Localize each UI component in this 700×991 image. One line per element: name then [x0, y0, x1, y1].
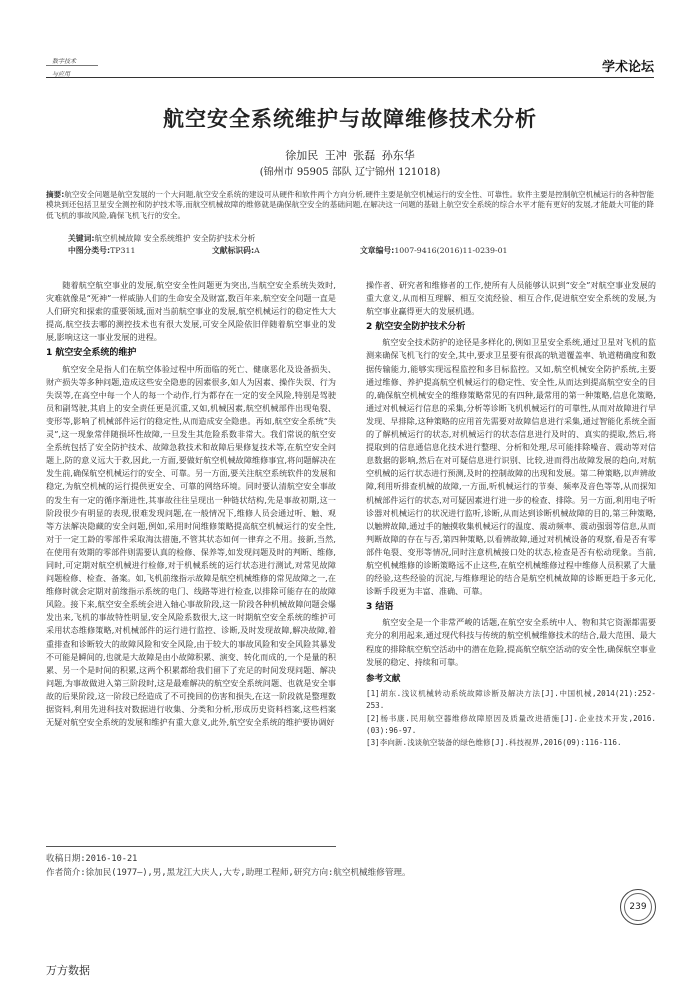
section-heading-1: 1 航空安全系统的维护: [46, 348, 137, 359]
reference-item: [1]胡东.浅议机械转动系统故障诊断及解决方法[J].中国机械,2014(21):252-253.: [366, 688, 656, 711]
left-column: [46, 279, 336, 729]
keywords-text: 航空机械故障 安全系统维护 安全防护技术分析: [94, 234, 256, 243]
doc-label: 文献标识码:: [212, 246, 255, 255]
section-heading-2: 2 航空安全防护技术分析: [366, 322, 466, 333]
intro-paragraph: 随着航空航空事业的发展,航空安全性问题更为突出,当航空安全系统失效时,灾难就像是“死神”一样威胁人们的生命安全及财富,数百年来,航空安全问题一直是人们研究和探索的重要领域,面对当前航空事业的发展,航空机械运行的稳定性大大提高,航空技去哪的测控技术也有很大发展,可安全风险依旧伴随着航空事业的发展,影响这这一事业发展的进程。: [46, 280, 336, 343]
affiliation: (锦州市 95905 部队 辽宁锦州 121018): [259, 167, 441, 178]
keywords-label: 关键词:: [68, 234, 95, 243]
references-heading: 参考文献: [366, 673, 401, 684]
doc-value: A: [254, 246, 260, 255]
clc-code: [68, 245, 135, 256]
journal-name-line1: 数字技术: [52, 58, 77, 65]
reference-item: [3]李向新.浅谈航空装备的绿色维修[J].科技视界,2016(09):116-116.: [366, 738, 622, 748]
abstract: [46, 190, 654, 221]
database-watermark: 万方数据: [46, 964, 90, 977]
header-rule: [46, 77, 654, 78]
clc-value: TP311: [110, 246, 136, 255]
keywords: [68, 233, 255, 244]
footnote-rule: [46, 846, 336, 847]
paper-title: 航空安全系统维护与故障维修技术分析: [163, 107, 537, 131]
author-bio: 作者简介:徐加民(1977—),男,黑龙江大庆人,大专,助理工程师,研究方向:航空机械维修管理。: [46, 868, 411, 878]
article-id: [360, 245, 508, 256]
conclusion-paragraph: 航空安全是一个非常严峻的话题,在航空安全系统中人、物和其它资源都需要充分的利用起来,通过现代科技与传统的航空机械维修技术的结合,最大范围、最大程度的排除航空航空活动中的潜在危险,提高航空航空活动的安全性,确保航空事业发展的稳定、持续和可靠。: [366, 617, 656, 667]
section-1-paragraph: 航空安全是指人们在航空体验过程中所面临的死亡、健康恶化及设备损失、财产损失等多种问题,造成这些安全隐患的因素很多,如人为因素、操作失误、行为失误等,在高空中每一个人的每一个动作,行为都存在一定的安全风险,特别是驾驶员和副驾驶,其肩上的安全责任更是沉重,又如,机械因素,航空机械部件出现龟裂、变形等,影响了机械部件运行的稳定性,从而造成安全隐患。再如,航空安全系统“失灵”,这一现象常伴随损坏性故障,一旦发生其危险系数非常大。我们常说的航空安全系统包括了安全防护技术、故障急救技术和故障后果修复技术等,在航空安全问题上,防的意义远大于救,因此,一方面,要做好航空机械故障维修事宜,将问题解决在发生前,确保航空机械运行的安全、可靠。另一方面,要关注航空系统软件的发展和稳定,为航空机械的运行提供更安全、可靠的网络环境。同时要认清航空安全事故的发生有一定的循序渐进性,其事故往往呈现出一种链状结构,先是事故初期,这一阶段很少有明显的表现,很难发现问题,在一般情况下,维修人员会通过听、触、观等方法解决隐藏的安全问题,例如,采用时间维修策略提高航空机械运行的安全性,对于一定工龄的零部件采取淘汰措施,不管其状态如何一律弃之不用。接新,当然,在使用有效期的零部件则需要认真的检修、保养等,如发现问题及时的判断、维修,同时,可定期对航空机械进行检修,对于机械系统的运行状态进行测试,对常见故障问题检修、检查、备案。如,飞机前缘指示故障是航空机械维修的常见故障之一,在维修时就会定期对前缘指示系统的电门、线路等进行检查,以排除可能存在的故障风险。接下来,航空安全系统会进入轴心事故阶段,这一阶段各种机械故障问题会爆发出来,飞机的事故特性明显,安全风险系数很大,这一时期航空安全系统的维护可采用状态维修策略,对机械部件的运行进行监控、诊断,及时发现故障,解决故障,着重排查和诊断较大的故障风险和安全风险,由于较大的事故风险和安全风险其暴发不可能是瞬间的,也就是大故障是由小故障积累、演变、转化而成的,一个是量的积累、另一个是时间的积累,这两个积累都给我们留下了充足的时间发现问题、解决问题,为事故做进入第三阶段时,这是最难解决的航空安全系统问题、也就是安全事故的后果阶段,这一阶段已经造成了不可挽回的伤害和损失,在这一阶段就是整理数据资料,利用先进科技对数据进行收集、分类和分析,形成历史资料档案,这些档案无疑对航空安全系统的发展和维护有重大意义,此外,航空安全系统的维护要协调好: [46, 363, 336, 728]
authors: 徐加民 王冲 张磊 孙东华: [285, 149, 415, 162]
abstract-label: 摘要:: [46, 190, 65, 199]
reference-item: [2]杨书康.民用航空器维修故障原因及质量改进措施[J].企业技术开发,2016.(03):96-97.: [366, 713, 656, 736]
journal-name-line2: 与应用: [52, 71, 71, 78]
abstract-text: 航空安全问题是航空发展的一个大问题,航空安全系统的建设可从硬件和软件两个方向分析,硬件主要是航空机械运行的安全性、可靠性。软件主要是控制航空机械运行的各种智能模块到还包括卫星安全测控和防护技术等,而航空机械故障的维修就是确保航空安全的基础问题,在解决这一问题的基础上航空安全系统的综合水平才能有更好的发展,才能最大可能的降低飞机的事故风险,确保飞机飞行的安全。: [46, 190, 654, 220]
article-id-label: 文章编号:: [360, 246, 395, 255]
right-column: [366, 279, 656, 750]
journal-logo-divider: [46, 65, 98, 66]
section-2-paragraph: 航空安全技术防护的途径是多样化的,例如卫星安全系统,通过卫星对飞机的监测来确保飞机飞行的安全,其中,要求卫星要有很高的轨道覆盖率、轨道精确度和数据传输能力,能够实现远程监控和多目标监控。又如,航空机械安全防护系统,主要通过维修、养护提高航空机械运行的稳定性、安全性,从而达到提高航空安全的目的,确保航空机械安全的维修策略常见的有四种,最常用的第一种策略,信息化策略,通过对机械运行信息的采集,分析等诊断飞机机械运行的可靠性,从而对故障进行早发现、早排除,这种策略的应用首先需要对故障信息进行采集,通过智能化系统全面的了解机械运行的状态,对机械运行的状态信息进行及时的、真实的提取,然后,将提取到的信息通信息化技术进行整理、分析和处理,尽可能排除噪音、震动等对信息数据的影响,然后在对可疑信息进行识别、比较,进而得出故障发展的趋向,对航空机械的运行状态进行预测,及时的控制故障的出现和发展。第二种策略,以声辨故障,利用听排查机械的故障,一方面,听机械运行的节奏、频率及音色等等,从而探知机械部件运行的状态,对可疑因素进行进一步的检查、排除。另一方面,利用电子听诊器对机械运行的状况进行监听,诊断,从而达到诊断机械故障的目的,第三种策略,以触辨故障,通过手的触摸收集机械运行的温度、震动频率、震动强弱等信息,从而判断故障的存在与否,第四种策略,以看辨故障,通过对机械设备的观察,看是否有零部件龟裂、变形等情况,同时注意机械接口处的状态,检查是否有松动现象。当前,航空机械维修的诊断策略远不止这些,在航空机械维修过程中维修人员积累了大量的经验,这些经验的沉淀,与维修理论的结合是航空机械故障的诊断更趋于多元化,诊断手段更为丰富、准确、可靠。: [366, 337, 656, 597]
section-label: 学术论坛: [601, 60, 654, 75]
continued-paragraph: 操作者、研究者和维修者的工作,使所有人员能够认识到“安全”对航空事业发展的重大意义,从而相互理解、相互交流经验、相互合作,促进航空安全系统的发展,为航空事业赢得更大的发展机遇。: [366, 280, 656, 317]
section-heading-3: 3 结语: [366, 602, 394, 613]
page-number: 239: [624, 893, 652, 921]
clc-label: 中图分类号:: [68, 246, 111, 255]
article-id-value: 1007-9416(2016)11-0239-01: [394, 246, 508, 255]
page-number-seal: [620, 889, 656, 925]
received-date: 收稿日期:2016-10-21: [46, 854, 138, 864]
journal-logo: [46, 50, 96, 80]
doc-code: [212, 245, 260, 256]
